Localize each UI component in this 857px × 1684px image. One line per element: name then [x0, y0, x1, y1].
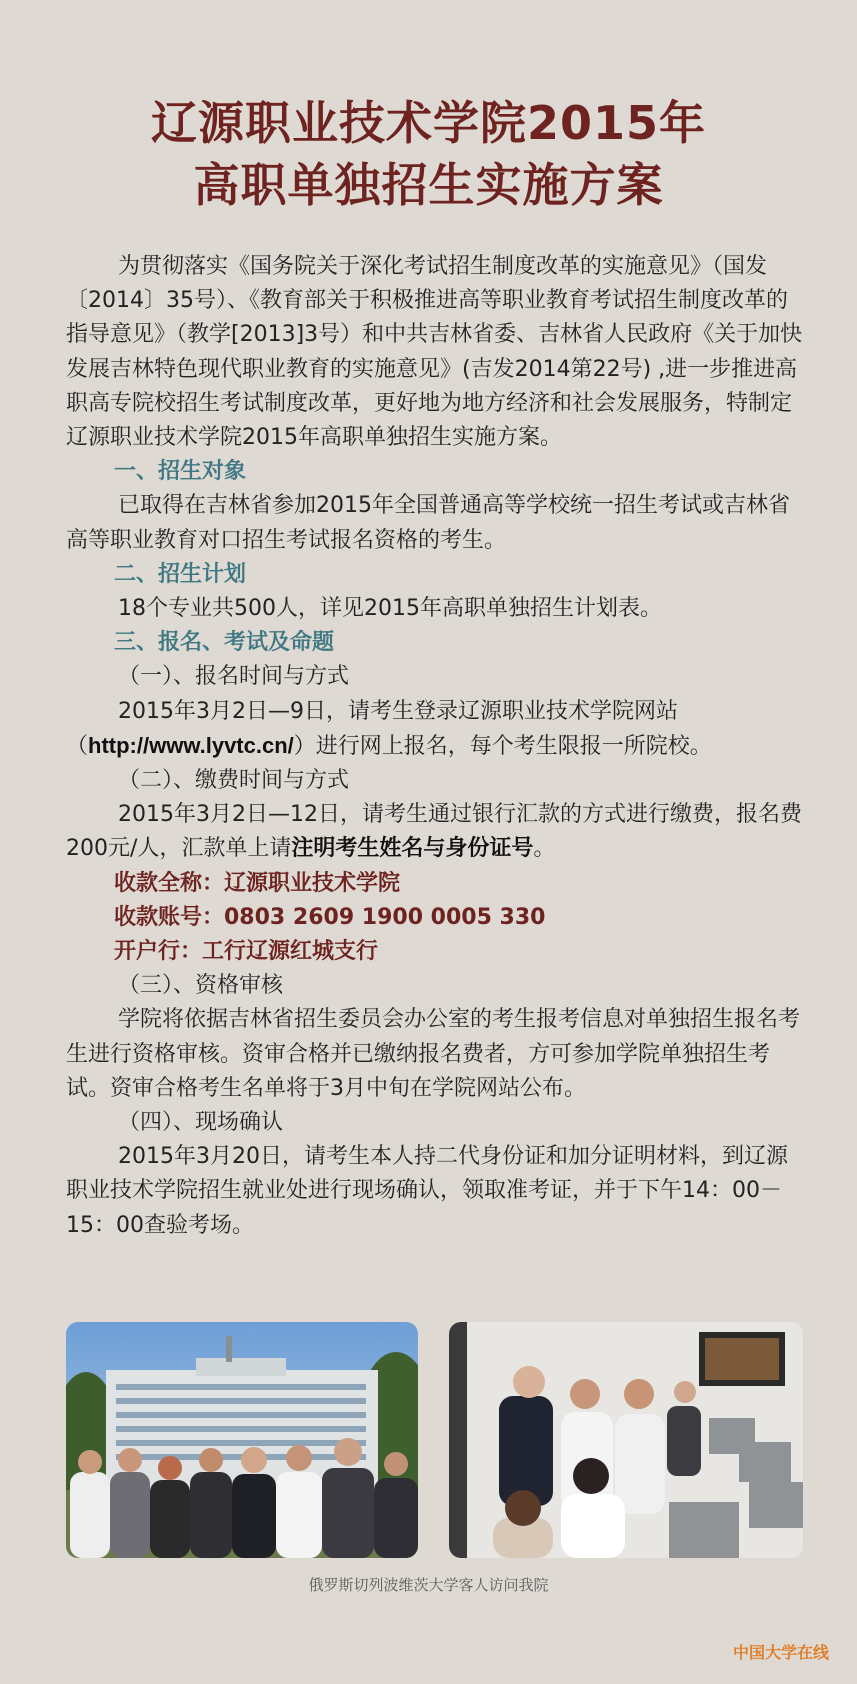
section-heading-targets: 一、招生对象	[114, 459, 247, 485]
payment-text-suffix: 。	[533, 836, 556, 862]
title-line-2: 高职单独招生实施方案	[193, 158, 664, 212]
subsection-body-payment	[66, 798, 806, 866]
payment-text-prefix: 2015年3月2日—12日，请考生通过银行汇款的方式进行缴费，报名费200元/人，汇款单上请	[66, 802, 802, 862]
page-title	[0, 92, 857, 216]
campus-group-photo	[66, 1322, 418, 1558]
section-heading-plan: 二、招生计划	[114, 561, 247, 587]
subsection-heading-payment: （二）、缴费时间与方式	[118, 768, 350, 794]
subsection-body-registration-time	[66, 695, 806, 764]
intro-paragraph: 为贯彻落实《国务院关于深化考试招生制度改革的实施意见》（国发〔2014〕35号）、《教育部关于积极推进高等职业教育考试招生制度改革的指导意见》（教学[2013]3号）和中共吉林省委、吉林省人民政府《关于加快发展吉林特色现代职业教育的实施意见》(吉发2014第22号) ,进一步推进高职高专院校招生考试制度改革，更好地为地方经济和社会发展服务，特制定辽源职业技术学院2015年高职单独招生实施方案。	[66, 254, 803, 451]
computer-lab-photo	[449, 1322, 803, 1558]
photo-caption: 俄罗斯切列波维茨大学客人访问我院	[308, 1576, 549, 1594]
brand-watermark: 中国大学在线	[732, 1643, 829, 1662]
subsection-heading-registration-time: （一）、报名时间与方式	[118, 664, 350, 690]
title-line-1: 辽源职业技术学院2015年	[150, 96, 707, 150]
section-heading-registration: 三、报名、考试及命题	[114, 630, 335, 656]
website-link[interactable]: http://www.lyvtc.cn/	[88, 732, 294, 758]
subsection-body-confirmation: 2015年3月20日，请考生本人持二代身份证和加分证明材料，到辽源职业技术学院招生就业处进行现场确认，领取准考证，并于下午14：00－15：00查验考场。	[66, 1144, 788, 1238]
registration-text-prefix: 2015年3月2日—9日，请考生登录辽源职业技术学院网站（	[66, 698, 678, 759]
payment-text-emphasis: 注明考生姓名与身份证号	[291, 836, 534, 862]
subsection-heading-review: （三）、资格审核	[118, 973, 284, 999]
subsection-heading-confirmation: （四）、现场确认	[118, 1110, 284, 1136]
registration-text-suffix: ）进行网上报名，每个考生限报一所院校。	[293, 733, 712, 759]
payee-name: 收款全称：辽源职业技术学院	[114, 870, 401, 896]
section-body-plan: 18个专业共500人，详见2015年高职单独招生计划表。	[118, 596, 662, 622]
subsection-body-review: 学院将依据吉林省招生委员会办公室的考生报考信息对单独招生报名考生进行资格审核。资审合格并已缴纳报名费者，方可参加学院单独招生考试。资审合格考生名单将于3月中旬在学院网站公布。	[66, 1007, 801, 1101]
payee-account: 收款账号：0803 2609 1900 0005 330	[114, 904, 546, 930]
section-body-targets: 已取得在吉林省参加2015年全国普通高等学校统一招生考试或吉林省高等职业教育对口招生考试报名资格的考生。	[66, 493, 790, 553]
document-body	[66, 250, 806, 1243]
payee-bank: 开户行：工行辽源红城支行	[114, 939, 379, 965]
